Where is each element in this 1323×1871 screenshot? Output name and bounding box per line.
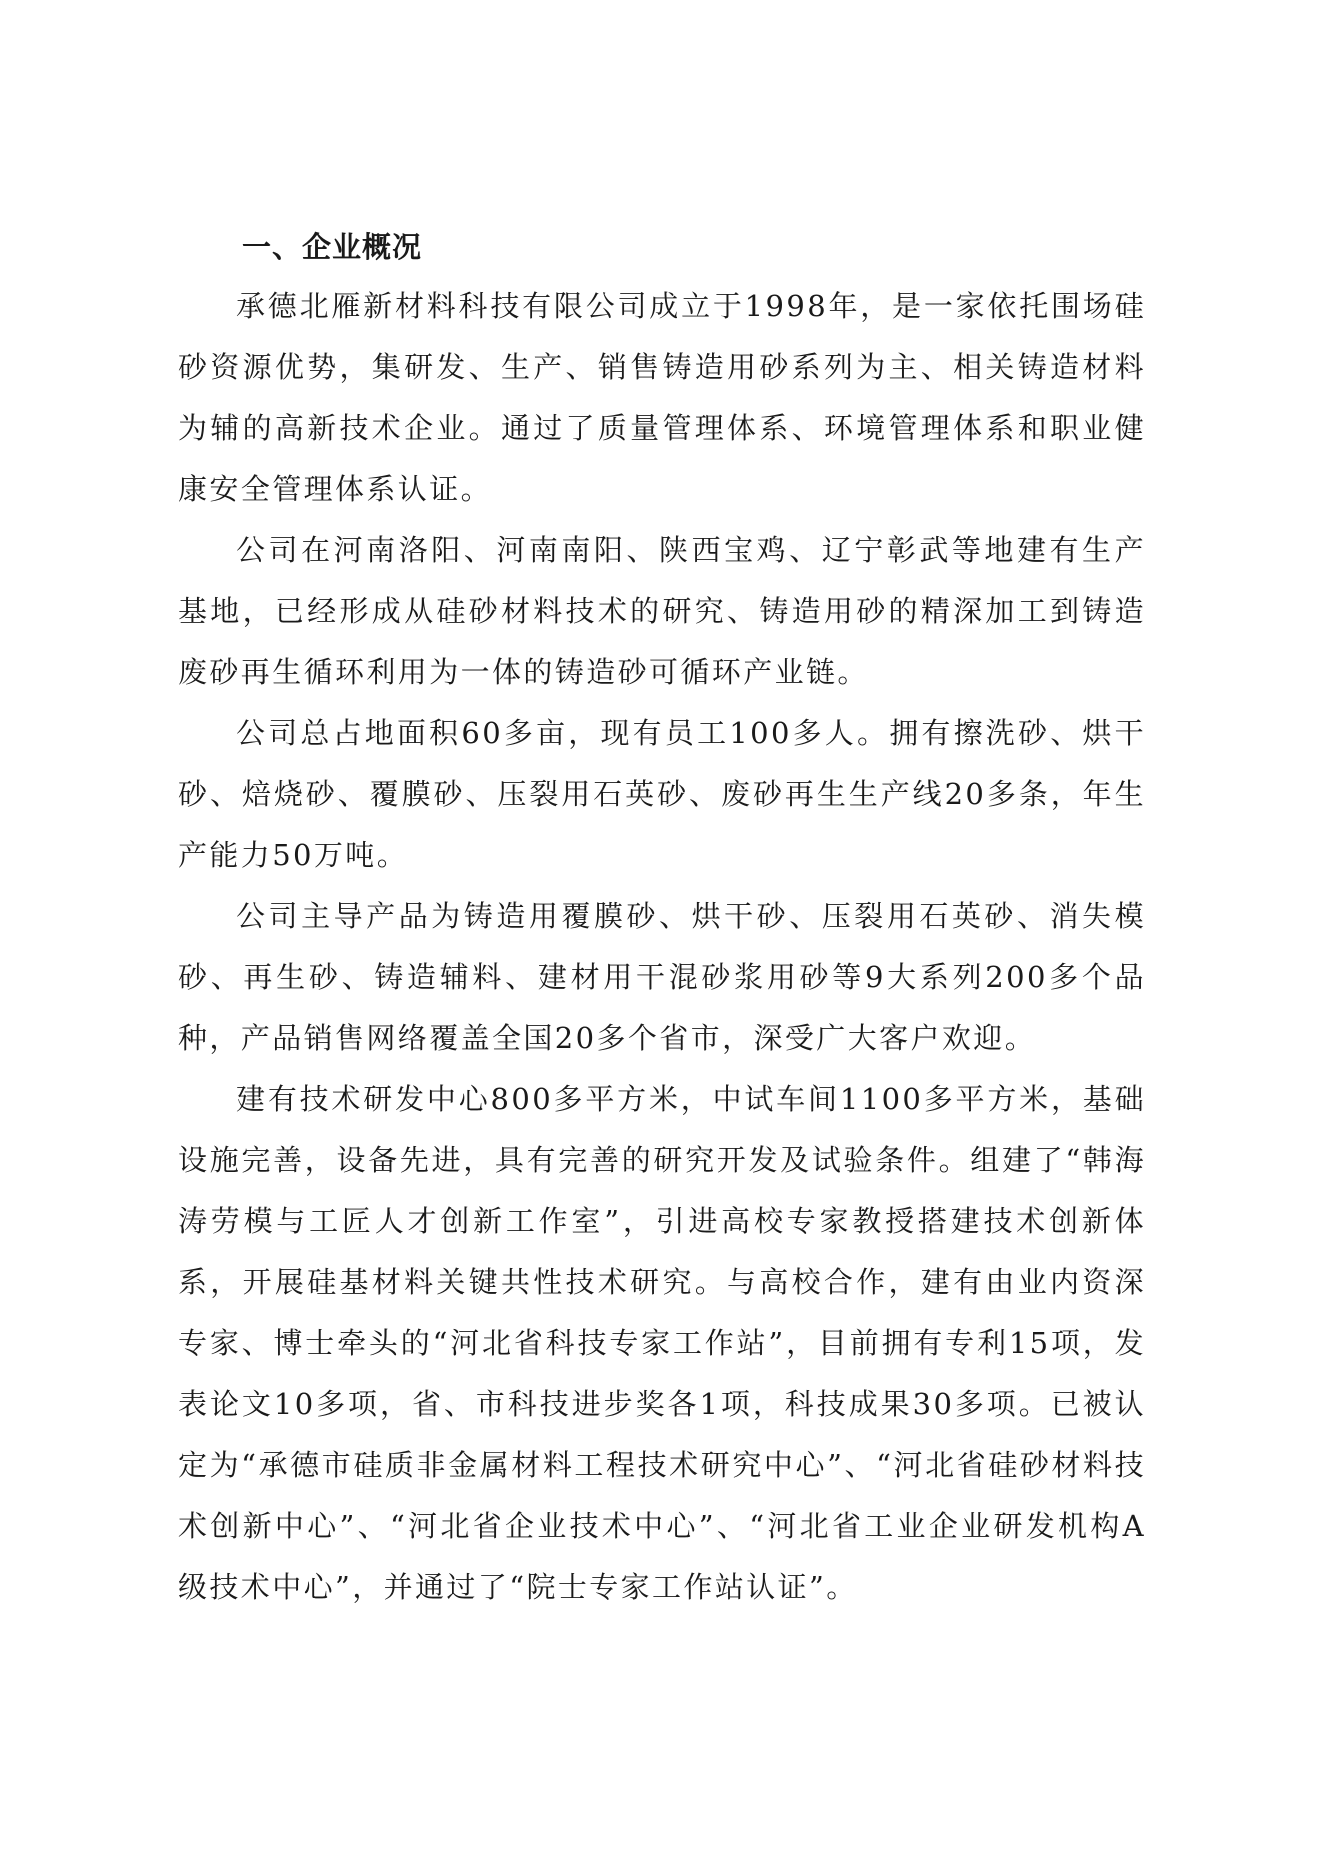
paragraph-production-bases: 公司在河南洛阳、河南南阳、陕西宝鸡、辽宁彰武等地建有生产基地，已经形成从硅砂材料技术的研究、铸造用砂的精深加工到铸造废砂再生循环利用为一体的铸造砂可循环产业链。 (178, 533, 1146, 689)
paragraph-rd-center: 建有技术研发中心800多平方米，中试车间1100多平方米，基础设施完善，设备先进，具有完善的研究开发及试验条件。组建了“韩海涛劳模与工匠人才创新工作室”，引进高校专家教授搭建技术创新体系，开展硅基材料关键共性技术研究。与高校合作，建有由业内资深专家、博士牵头的“河北省科技专家工作站”，目前拥有专利15项，发表论文10多项，省、市科技进步奖各1项，科技成果30多项。已被认定为“承德市硅质非金属材料工程技术研究中心”、“河北省硅砂材料技术创新中心”、“河北省企业技术中心”、“河北省工业企业研发机构A级技术中心”，并通过了“院士专家工作站认证”。 (178, 1082, 1146, 1604)
section-heading: 一、企业概况 (242, 230, 423, 264)
paragraph-scale-capacity: 公司总占地面积60多亩，现有员工100多人。拥有擦洗砂、烘干砂、焙烧砂、覆膜砂、压裂用石英砂、废砂再生生产线20多条，年生产能力50万吨。 (178, 716, 1146, 872)
paragraph-company-founding: 承德北雁新材料科技有限公司成立于1998年，是一家依托围场硅砂资源优势，集研发、生产、销售铸造用砂系列为主、相关铸造材料为辅的高新技术企业。通过了质量管理体系、环境管理体系和职业健康安全管理体系认证。 (178, 289, 1146, 506)
document-body (178, 218, 1146, 1618)
paragraph-main-products: 公司主导产品为铸造用覆膜砂、烘干砂、压裂用石英砂、消失模砂、再生砂、铸造辅料、建材用干混砂浆用砂等9大系列200多个品种，产品销售网络覆盖全国20多个省市，深受广大客户欢迎。 (178, 899, 1146, 1055)
